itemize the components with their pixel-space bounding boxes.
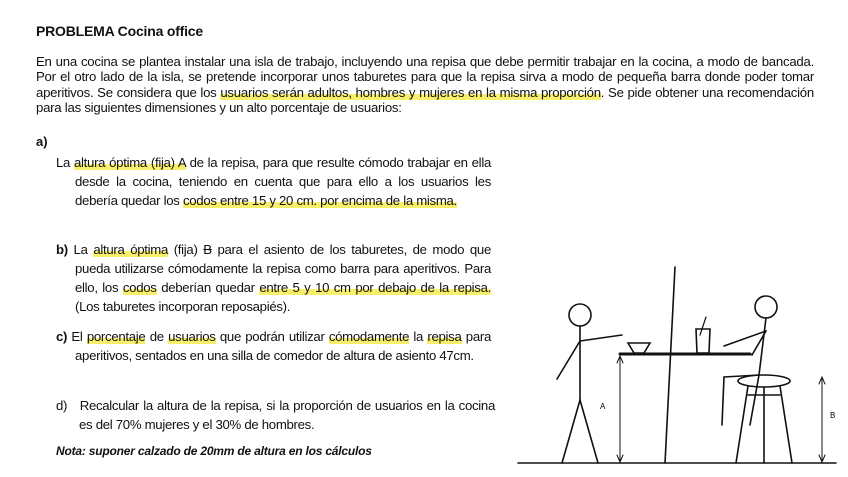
item-b-text-1: La — [67, 242, 94, 257]
intro-text-2: . Se pide obtener una recomendación para las siguientes dimensiones y un alto porcentaje de usuarios: — [36, 84, 814, 116]
item-b-text-4: deberían quedar — [156, 280, 260, 295]
intro-text-1: En una cocina se plantea instalar una isla de trabajo, incluyendo una repisa que debe permitir trabajar en la cocina, a modo de bancada. Por el otro lado de la isla, se pretende incorporar unos taburetes para que la repisa sirva a modo de pequeña barra donde poder tomar aperitivos. Se considera que los — [36, 54, 814, 100]
kitchen-island-figure — [510, 255, 840, 467]
problem-title: PROBLEMA Cocina office — [36, 23, 203, 39]
item-d-label: d) — [56, 398, 68, 413]
item-a-highlight-2: codos entre 15 y 20 cm. por encima de la misma. — [182, 193, 457, 208]
section-a-label: a) — [36, 134, 48, 149]
item-b — [56, 240, 491, 316]
glass-icon — [696, 329, 710, 353]
item-c-highlight-2: usuarios — [168, 329, 216, 344]
item-c — [56, 327, 491, 365]
item-c-label: c) — [56, 329, 68, 344]
stool-seat — [738, 375, 790, 387]
item-c-text-2: de — [145, 329, 169, 344]
item-b-text-5: (Los taburetes incorporan reposapiés). — [75, 299, 291, 314]
seated-person-head — [755, 296, 777, 318]
item-c-highlight-1: porcentaje — [86, 329, 146, 344]
item-a-text-1: La — [56, 155, 75, 170]
item-c-highlight-4: repisa — [427, 329, 462, 344]
item-a — [56, 153, 491, 210]
standing-person-head — [569, 304, 591, 326]
item-b-text-2: (fija) — [168, 242, 204, 257]
item-b-highlight-2: codos — [122, 280, 157, 295]
item-c-text-1: El — [67, 329, 87, 344]
item-b-label: b) — [56, 242, 68, 257]
label-a: A — [600, 402, 606, 411]
note: Nota: suponer calzado de 20mm de altura en los cálculos — [56, 444, 372, 458]
item-d — [56, 396, 495, 434]
item-d-text: Recalcular la altura de la repisa, si la proporción de usuarios en la cocina es del 70% mujeres y el 30% de hombres. — [79, 398, 495, 432]
item-b-highlight-1: altura óptima — [93, 242, 169, 257]
seated-person-body — [759, 318, 766, 375]
item-c-text-3: que podrán utilizar — [215, 329, 329, 344]
item-a-text-2: de la repisa, para que resulte cómodo trabajar en ella desde la cocina, teniendo en cuenta que para ello a los usuarios les debería quedar los — [75, 155, 491, 208]
item-b-strike: B — [203, 242, 212, 257]
item-c-highlight-3: cómodamente — [328, 329, 410, 344]
item-c-text-5: para aperitivos, sentados en una silla de comedor de altura de asiento 47cm. — [75, 329, 492, 363]
label-b: B — [830, 411, 836, 420]
intro-highlight: usuarios serán adultos, hombres y mujeres en la misma proporción — [220, 84, 601, 100]
item-a-highlight-1: altura óptima (fija) A — [74, 155, 186, 170]
intro-paragraph — [36, 54, 814, 116]
bowl-icon — [628, 343, 650, 353]
item-b-highlight-3: entre 5 y 10 cm por debajo de la repisa. — [259, 280, 491, 295]
item-b-text-3: para el asiento de los taburetes, de modo que pueda utilizarse cómodamente la repisa como barra para aperitivos. Para ello, los — [75, 242, 491, 295]
item-c-text-4: la — [409, 329, 428, 344]
island-wall — [665, 267, 675, 463]
